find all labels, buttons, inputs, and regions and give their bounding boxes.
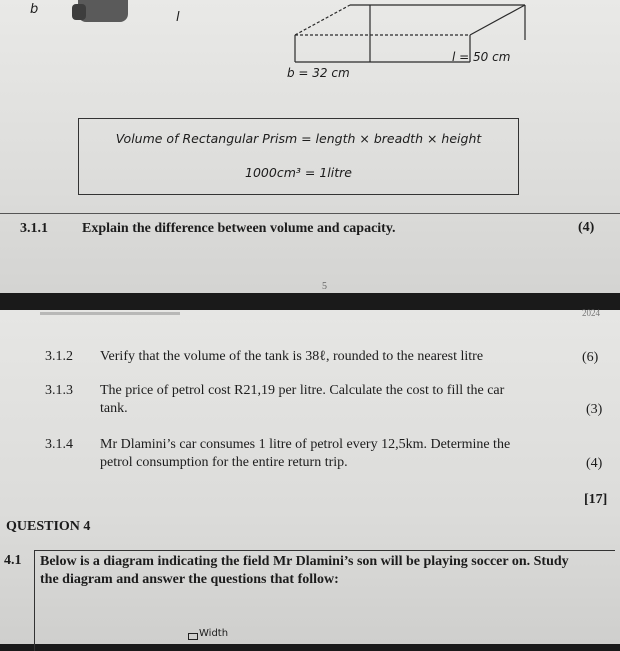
page-bottom (0, 310, 620, 644)
formula-litre: 1000cm³ = 1litre (245, 165, 352, 180)
q313-marks: (3) (586, 402, 603, 417)
total-marks: [17] (584, 492, 608, 507)
q314-number: 3.1.4 (45, 437, 73, 452)
label-b-corner: b (30, 2, 39, 17)
q311-marks: (4) (578, 220, 595, 235)
q41-text-line1: Below is a diagram indicating the field Mr Dlamini’s son will be playing soccer on. Study (40, 554, 569, 569)
label-length: l = 50 cm (452, 50, 511, 64)
q312-number: 3.1.2 (45, 349, 73, 364)
divider-line (0, 213, 620, 214)
q313-number: 3.1.3 (45, 383, 73, 398)
q314-text-line2: petrol consumption for the entire return trip. (100, 455, 348, 470)
page-number: 5 (322, 281, 327, 292)
q41-number: 4.1 (4, 553, 22, 568)
q314-text-line1: Mr Dlamini’s car consumes 1 litre of petrol every 12,5km. Determine the (100, 437, 511, 452)
q312-marks: (6) (582, 350, 599, 365)
diagram-label-width-icon (188, 633, 198, 640)
label-l-corner: l (176, 10, 180, 25)
q312-text: Verify that the volume of the tank is 38ℓ, rounded to the nearest litre (100, 349, 484, 364)
header-right: 2024 (582, 308, 600, 318)
q311-number: 3.1.1 (20, 221, 48, 236)
q313-text-line1: The price of petrol cost R21,19 per litre. Calculate the cost to fill the car (100, 383, 505, 398)
q314-marks: (4) (586, 456, 603, 471)
section-heading: QUESTION 4 (6, 519, 91, 534)
q41-text-line2: the diagram and answer the questions that follow: (40, 572, 339, 587)
page-top (0, 0, 620, 293)
label-breadth: b = 32 cm (287, 66, 350, 80)
diagram-label-width: Width (199, 628, 229, 639)
q311-text: Explain the difference between volume and capacity. (82, 221, 396, 236)
formula-box (78, 118, 519, 195)
formula-volume: Volume of Rectangular Prism = length × breadth × height (115, 131, 482, 146)
tank-nozzle (72, 4, 86, 20)
q313-text-line2: tank. (100, 401, 128, 416)
header-strip (40, 312, 180, 315)
